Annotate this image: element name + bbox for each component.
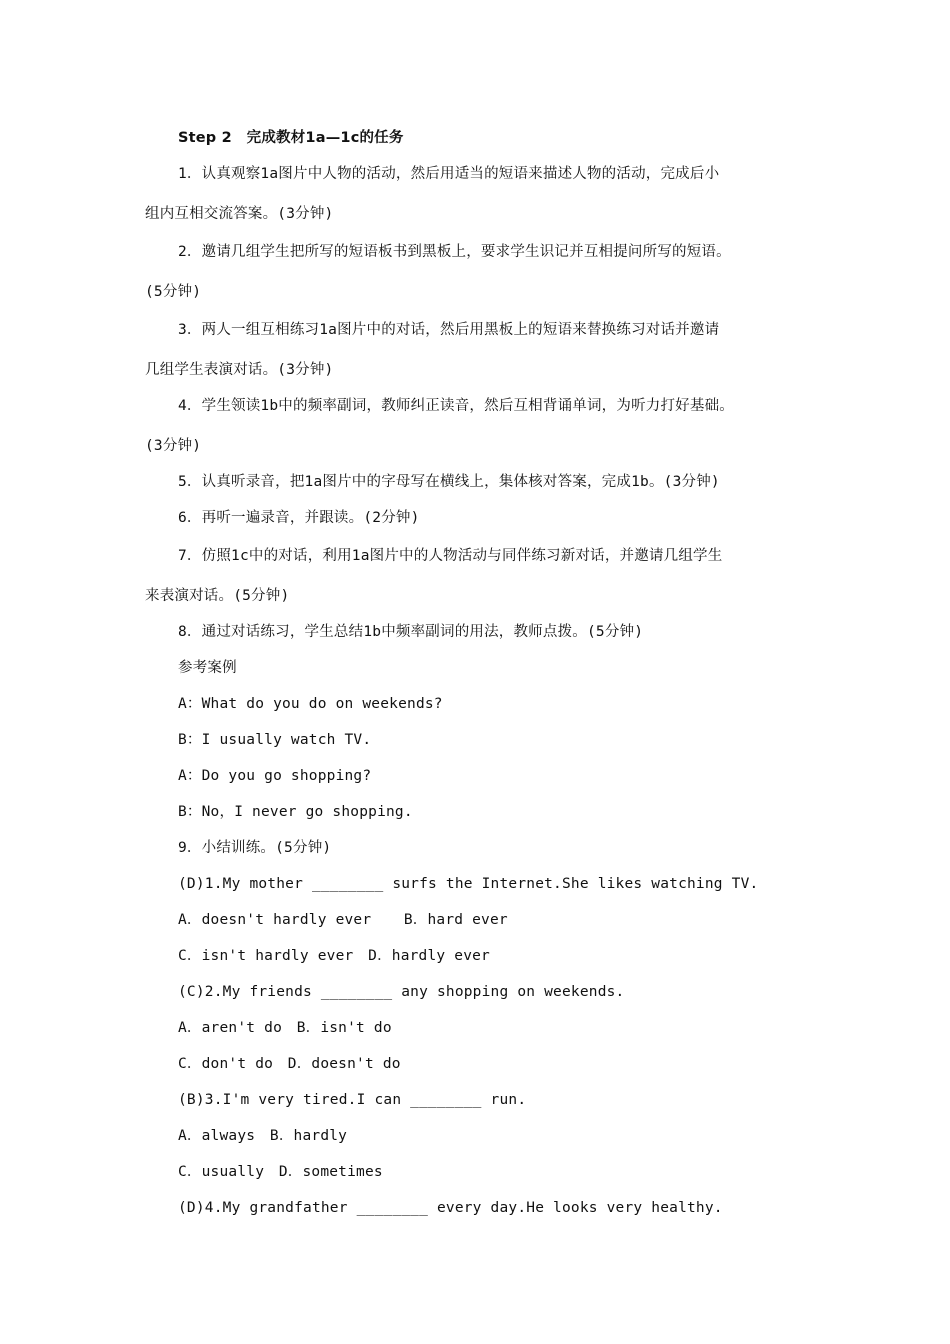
task-2-line-1: 2．邀请几组学生把所写的短语板书到黑板上，要求学生识记并互相提问所写的短语。 bbox=[178, 244, 731, 260]
exercise-question-4: (D)4.My grandfather ________ every day.He looks very healthy. bbox=[178, 1200, 723, 1216]
reference-title: 参考案例 bbox=[178, 660, 237, 676]
task-1-line-1: 1．认真观察1a图片中人物的活动，然后用适当的短语来描述人物的活动，完成后小 bbox=[178, 166, 720, 182]
task-9: 9．小结训练。(5分钟) bbox=[178, 840, 332, 856]
task-3-line-2: 几组学生表演对话。(3分钟) bbox=[145, 362, 334, 378]
task-4-line-2: (3分钟) bbox=[145, 438, 202, 454]
exercise-question-2: (C)2.My friends ________ any shopping on weekends. bbox=[178, 984, 625, 1000]
task-5: 5．认真听录音，把1a图片中的字母写在横线上，集体核对答案，完成1b。(3分钟) bbox=[178, 474, 720, 490]
exercise-options: C．isn't hardly ever D．hardly ever bbox=[178, 948, 490, 964]
task-4-line-1: 4．学生领读1b中的频率副词，教师纠正读音，然后互相背诵单词，为听力打好基础。 bbox=[178, 398, 734, 414]
step-heading: Step 2 完成教材1a—1c的任务 bbox=[178, 130, 404, 146]
dialogue-line: A：What do you do on weekends? bbox=[178, 696, 443, 712]
exercise-options: A．doesn't hardly ever B．hard ever bbox=[178, 912, 508, 928]
task-6: 6．再听一遍录音，并跟读。(2分钟) bbox=[178, 510, 420, 526]
task-1-line-2: 组内互相交流答案。(3分钟) bbox=[145, 206, 334, 222]
task-3-line-1: 3．两人一组互相练习1a图片中的对话，然后用黑板上的短语来替换练习对话并邀请 bbox=[178, 322, 720, 338]
dialogue-line: B：No，I never go shopping. bbox=[178, 804, 413, 820]
exercise-options: A．always B．hardly bbox=[178, 1128, 348, 1144]
exercise-question-1: (D)1.My mother ________ surfs the Internet.She likes watching TV. bbox=[178, 876, 759, 892]
task-8: 8．通过对话练习，学生总结1b中频率副词的用法，教师点拨。(5分钟) bbox=[178, 624, 644, 640]
dialogue-line: B：I usually watch TV. bbox=[178, 732, 372, 748]
exercise-question-3: (B)3.I'm very tired.I can ________ run. bbox=[178, 1092, 527, 1108]
task-2-line-2: (5分钟) bbox=[145, 284, 202, 300]
exercise-options: C．usually D．sometimes bbox=[178, 1164, 383, 1180]
exercise-options: A．aren't do B．isn't do bbox=[178, 1020, 392, 1036]
task-7-line-2: 来表演对话。(5分钟) bbox=[145, 588, 290, 604]
exercise-options: C．don't do D．doesn't do bbox=[178, 1056, 401, 1072]
task-7-line-1: 7．仿照1c中的对话，利用1a图片中的人物活动与同伴练习新对话，并邀请几组学生 bbox=[178, 548, 723, 564]
dialogue-line: A：Do you go shopping? bbox=[178, 768, 372, 784]
